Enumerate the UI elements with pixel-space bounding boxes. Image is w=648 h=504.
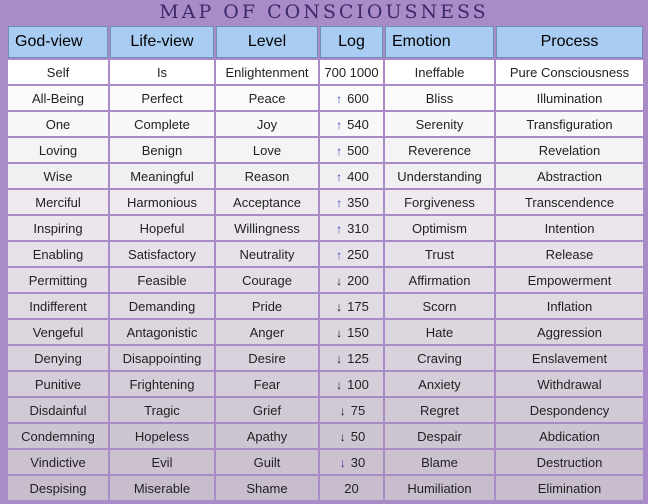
log-value: 20 [344, 480, 359, 496]
cell-god-view: Condemning [8, 424, 108, 448]
cell-level: Peace [216, 86, 318, 110]
cell-god-view: Despising [8, 476, 108, 500]
cell-life-view: Benign [110, 138, 214, 162]
cell-process: Pure Consciousness [496, 60, 643, 84]
cell-log [320, 60, 383, 84]
cell-emotion: Despair [385, 424, 494, 448]
header-god-view: God-view [8, 26, 108, 58]
cell-emotion: Affirmation [385, 268, 494, 292]
cell-god-view: Wise [8, 164, 108, 188]
table-row [8, 424, 643, 448]
cell-process: Destruction [496, 450, 643, 474]
header-life-view: Life-view [110, 26, 214, 58]
cell-life-view: Miserable [110, 476, 214, 500]
cell-emotion: Bliss [385, 86, 494, 110]
cell-emotion: Blame [385, 450, 494, 474]
arrow-up-icon: ↑ [336, 143, 343, 158]
log-value: 150 [347, 324, 369, 340]
cell-log [320, 450, 383, 474]
cell-emotion: Anxiety [385, 372, 494, 396]
log-value: 400 [347, 168, 369, 184]
header-row [8, 26, 643, 58]
cell-log [320, 190, 383, 214]
cell-life-view: Hopeful [110, 216, 214, 240]
cell-life-view: Frightening [110, 372, 214, 396]
table-row [8, 60, 643, 84]
cell-process: Revelation [496, 138, 643, 162]
arrow-up-icon: ↑ [336, 117, 343, 132]
cell-life-view: Is [110, 60, 214, 84]
cell-process: Illumination [496, 86, 643, 110]
cell-life-view: Satisfactory [110, 242, 214, 266]
cell-life-view: Evil [110, 450, 214, 474]
cell-log [320, 294, 383, 318]
cell-process: Transfiguration [496, 112, 643, 136]
cell-level: Desire [216, 346, 318, 370]
cell-god-view: Self [8, 60, 108, 84]
arrow-down-icon: ↓ [336, 325, 343, 340]
table-row [8, 112, 643, 136]
cell-life-view: Complete [110, 112, 214, 136]
cell-process: Aggression [496, 320, 643, 344]
log-value: 500 [347, 142, 369, 158]
header-emotion: Emotion [385, 26, 494, 58]
cell-level: Reason [216, 164, 318, 188]
cell-process: Elimination [496, 476, 643, 500]
table-row [8, 372, 643, 396]
cell-level: Fear [216, 372, 318, 396]
cell-emotion: Craving [385, 346, 494, 370]
arrow-up-icon: ↑ [336, 221, 343, 236]
cell-god-view: All-Being [8, 86, 108, 110]
table-row [8, 320, 643, 344]
cell-log [320, 372, 383, 396]
log-value: 540 [347, 116, 369, 132]
cell-emotion: Hate [385, 320, 494, 344]
log-value: 175 [347, 298, 369, 314]
cell-process: Inflation [496, 294, 643, 318]
cell-level: Love [216, 138, 318, 162]
cell-process: Abstraction [496, 164, 643, 188]
cell-log [320, 268, 383, 292]
cell-life-view: Feasible [110, 268, 214, 292]
cell-level: Neutrality [216, 242, 318, 266]
cell-god-view: Vengeful [8, 320, 108, 344]
cell-life-view: Demanding [110, 294, 214, 318]
cell-life-view: Tragic [110, 398, 214, 422]
cell-process: Intention [496, 216, 643, 240]
log-value: 310 [347, 220, 369, 236]
log-value: 200 [347, 272, 369, 288]
table-row [8, 268, 643, 292]
cell-process: Despondency [496, 398, 643, 422]
log-value: 350 [347, 194, 369, 210]
cell-god-view: Punitive [8, 372, 108, 396]
table-row [8, 86, 643, 110]
log-value: 125 [347, 350, 369, 366]
arrow-up-icon: ↑ [336, 91, 343, 106]
table-row [8, 138, 643, 162]
arrow-down-icon: ↓ [339, 455, 346, 470]
log-value: 250 [347, 246, 369, 262]
page-title: MAP OF CONSCIOUSNESS [159, 1, 489, 23]
cell-god-view: Vindictive [8, 450, 108, 474]
cell-life-view: Harmonious [110, 190, 214, 214]
header-level: Level [216, 26, 318, 58]
cell-log [320, 86, 383, 110]
cell-process: Transcendence [496, 190, 643, 214]
cell-log [320, 476, 383, 500]
cell-process: Withdrawal [496, 372, 643, 396]
arrow-down-icon: ↓ [339, 403, 346, 418]
cell-level: Shame [216, 476, 318, 500]
cell-emotion: Scorn [385, 294, 494, 318]
cell-process: Abdication [496, 424, 643, 448]
log-value: 30 [350, 454, 366, 470]
log-value: 50 [350, 428, 366, 444]
table-row [8, 242, 643, 266]
cell-log [320, 242, 383, 266]
cell-log [320, 346, 383, 370]
cell-level: Willingness [216, 216, 318, 240]
arrow-up-icon: ↑ [336, 169, 343, 184]
table-row [8, 450, 643, 474]
cell-emotion: Ineffable [385, 60, 494, 84]
cell-god-view: Permitting [8, 268, 108, 292]
cell-emotion: Forgiveness [385, 190, 494, 214]
cell-emotion: Serenity [385, 112, 494, 136]
cell-god-view: Inspiring [8, 216, 108, 240]
cell-god-view: One [8, 112, 108, 136]
cell-life-view: Antagonistic [110, 320, 214, 344]
cell-emotion: Trust [385, 242, 494, 266]
cell-life-view: Meaningful [110, 164, 214, 188]
cell-level: Courage [216, 268, 318, 292]
table-row [8, 216, 643, 240]
arrow-up-icon: ↑ [336, 195, 343, 210]
arrow-down-icon: ↓ [339, 429, 346, 444]
cell-emotion: Humiliation [385, 476, 494, 500]
cell-life-view: Disappointing [110, 346, 214, 370]
table-body [8, 60, 643, 500]
cell-level: Anger [216, 320, 318, 344]
cell-god-view: Denying [8, 346, 108, 370]
table-row [8, 398, 643, 422]
cell-god-view: Loving [8, 138, 108, 162]
cell-level: Guilt [216, 450, 318, 474]
arrow-up-icon: ↑ [336, 247, 343, 262]
table-row [8, 294, 643, 318]
header-process: Process [496, 26, 643, 58]
cell-log [320, 398, 383, 422]
cell-log [320, 320, 383, 344]
table-row [8, 164, 643, 188]
cell-level: Enlightenment [216, 60, 318, 84]
cell-level: Joy [216, 112, 318, 136]
cell-god-view: Indifferent [8, 294, 108, 318]
cell-level: Pride [216, 294, 318, 318]
cell-level: Grief [216, 398, 318, 422]
cell-log [320, 424, 383, 448]
log-value: 700 1000 [324, 64, 379, 80]
table-row [8, 190, 643, 214]
cell-log [320, 164, 383, 188]
cell-emotion: Regret [385, 398, 494, 422]
log-value: 600 [347, 90, 369, 106]
table-row [8, 346, 643, 370]
cell-life-view: Hopeless [110, 424, 214, 448]
cell-emotion: Understanding [385, 164, 494, 188]
cell-god-view: Enabling [8, 242, 108, 266]
cell-process: Empowerment [496, 268, 643, 292]
cell-level: Acceptance [216, 190, 318, 214]
cell-god-view: Disdainful [8, 398, 108, 422]
cell-god-view: Merciful [8, 190, 108, 214]
consciousness-table [6, 24, 645, 502]
log-value: 75 [350, 402, 366, 418]
cell-emotion: Optimism [385, 216, 494, 240]
cell-log [320, 112, 383, 136]
cell-process: Enslavement [496, 346, 643, 370]
arrow-down-icon: ↓ [336, 377, 343, 392]
cell-life-view: Perfect [110, 86, 214, 110]
cell-log [320, 216, 383, 240]
arrow-down-icon: ↓ [336, 351, 343, 366]
cell-emotion: Reverence [385, 138, 494, 162]
cell-process: Release [496, 242, 643, 266]
table-row [8, 476, 643, 500]
cell-log [320, 138, 383, 162]
arrow-down-icon: ↓ [336, 299, 343, 314]
header-log: Log [320, 26, 383, 58]
cell-level: Apathy [216, 424, 318, 448]
arrow-down-icon: ↓ [336, 273, 343, 288]
log-value: 100 [347, 376, 369, 392]
